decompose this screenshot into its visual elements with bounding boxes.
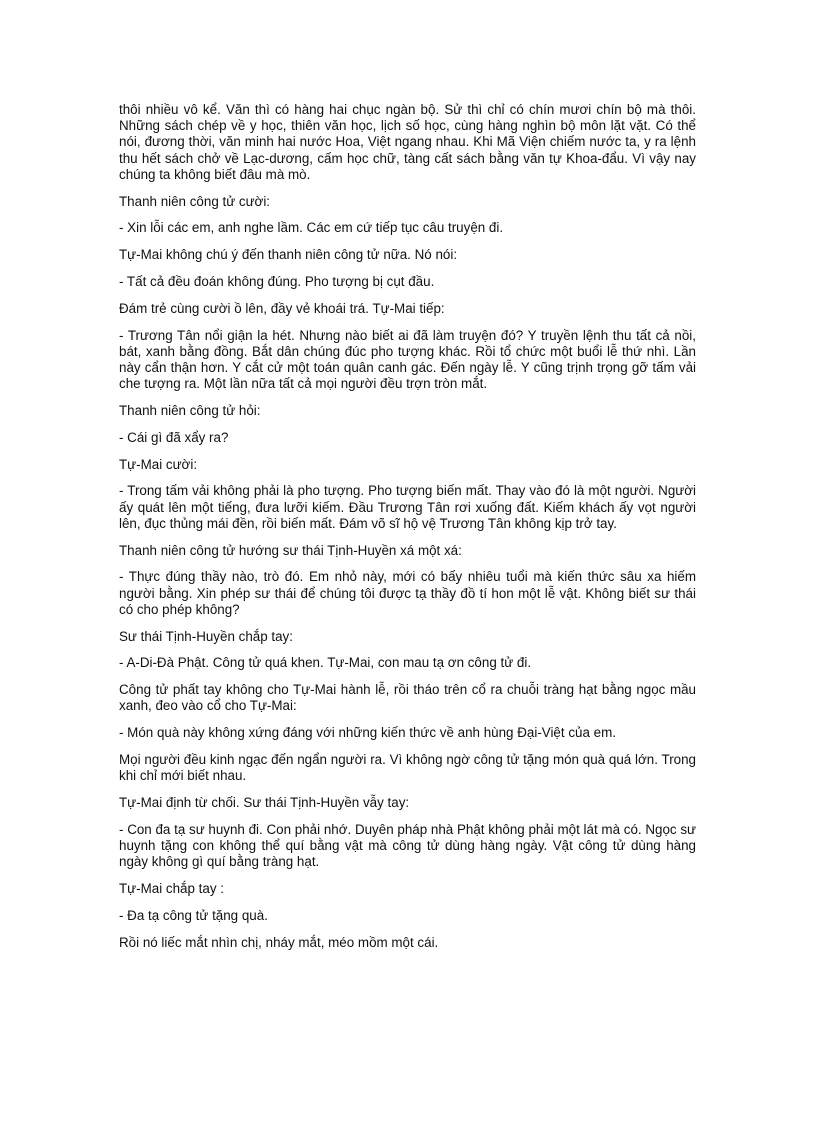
paragraph: - Cái gì đã xẩy ra? [119, 429, 229, 445]
paragraph: Thanh niên công tử cười: [119, 193, 271, 209]
paragraph: Mọi người đều kinh ngạc đến ngẩn người ra. Vì không ngờ công tử tặng món quà quá lớn. Trong khi chỉ mới biết nhau. [119, 751, 696, 784]
paragraph: thôi nhiều vô kể. Văn thì có hàng hai chục ngàn bộ. Sử thì chỉ có chín mươi chín bộ mà thôi. Những sách chép về y học, thiên văn học, lịch số học, cùng hàng nghìn bộ môn lặt vặt. Có thể nói, đương thời, văn minh hai nước Hoa, Việt ngang nhau. Khi Mã Viện chiếm nước ta, y ra lệnh thu hết sách chở về Lạc-dương, cấm học chữ, tàng cất sách bằng văn tự Khoa-đẩu. Vì vậy nay chúng ta không biết đâu mà mò. [119, 102, 696, 182]
paragraph: - Đa tạ công tử tặng quà. [119, 907, 268, 923]
paragraph: Thanh niên công tử hỏi: [119, 403, 261, 418]
paragraph: Tự-Mai định từ chối. Sư thái Tịnh-Huyền vẫy tay: [119, 794, 410, 810]
paragraph: - Trong tấm vải không phải là pho tượng. Pho tượng biến mất. Thay vào đó là một người. Người ấy quát lên một tiếng, đưa lưỡi kiếm. Đầu Trương Tân rơi xuống đất. Kiếm khách ấy vọt người lên, đục thủng mái đền, rồi biến mất. Đám võ sĩ hộ vệ Trương Tân không kịp trở tay. [119, 483, 696, 531]
paragraph: Công tử phất tay không cho Tự-Mai hành lễ, rồi tháo trên cổ ra chuỗi tràng hạt bằng ngọc mầu xanh, đeo vào cổ cho Tự-Mai: [119, 682, 696, 714]
paragraph: - Thực đúng thầy nào, trò đó. Em nhỏ này, mới có bấy nhiêu tuổi mà kiến thức sâu xa hiếm người bằng. Xin phép sư thái để chúng tôi được tạ thầy đồ tí hon một lễ vật. Không biết sư thái có cho phép không? [119, 569, 696, 617]
paragraph: Tự-Mai chắp tay : [119, 880, 224, 896]
paragraph: - Xin lỗi các em, anh nghe lầm. Các em cứ tiếp tục câu truyện đi. [119, 220, 504, 236]
paragraph: Đám trẻ cùng cười ồ lên, đầy vẻ khoái trá. Tự-Mai tiếp: [119, 300, 445, 316]
paragraph: - Tất cả đều đoán không đúng. Pho tượng bị cụt đầu. [119, 274, 435, 289]
paragraph: - A-Di-Đà Phật. Công tử quá khen. Tự-Mai, con mau tạ ơn công tử đi. [119, 655, 532, 671]
paragraph: - Con đa tạ sư huynh đi. Con phải nhớ. Duyên pháp nhà Phật không phải một lát mà có. Ngọc sư huynh tặng con không thể quí bằng vật mà công tử dùng hàng ngày. Vật công tử dùng hàng ngày không gì quí bằng tràng hạt. [119, 821, 696, 870]
paragraph: Sư thái Tịnh-Huyền chắp tay: [119, 628, 293, 644]
document-page [119, 102, 696, 961]
paragraph: - Trương Tân nổi giận la hét. Nhưng nào biết ai đã làm truyện đó? Y truyền lệnh thu tất cả nồi, bát, xanh bằng đồng. Bắt dân chúng đúc pho tượng khác. Rồi tổ chức một buổi lễ thứ nhì. Lần này cẩn thận hơn. Y cắt cử một toán quân canh gác. Đến ngày lễ. Y cũng trịnh trọng gỡ tấm vải che tượng ra. Một lần nữa tất cả mọi người đều trợn tròn mắt. [119, 327, 696, 392]
paragraph: - Món quà này không xứng đáng với những kiến thức về anh hùng Đại-Việt của em. [119, 725, 616, 741]
paragraph: Tự-Mai cười: [119, 456, 198, 472]
paragraph: Thanh niên công tử hướng sư thái Tịnh-Huyền xá một xá: [119, 542, 462, 558]
paragraph: Tự-Mai không chú ý đến thanh niên công tử nữa. Nó nói: [119, 247, 458, 263]
paragraph: Rồi nó liếc mắt nhìn chị, nháy mắt, méo mồm một cái. [119, 934, 439, 950]
